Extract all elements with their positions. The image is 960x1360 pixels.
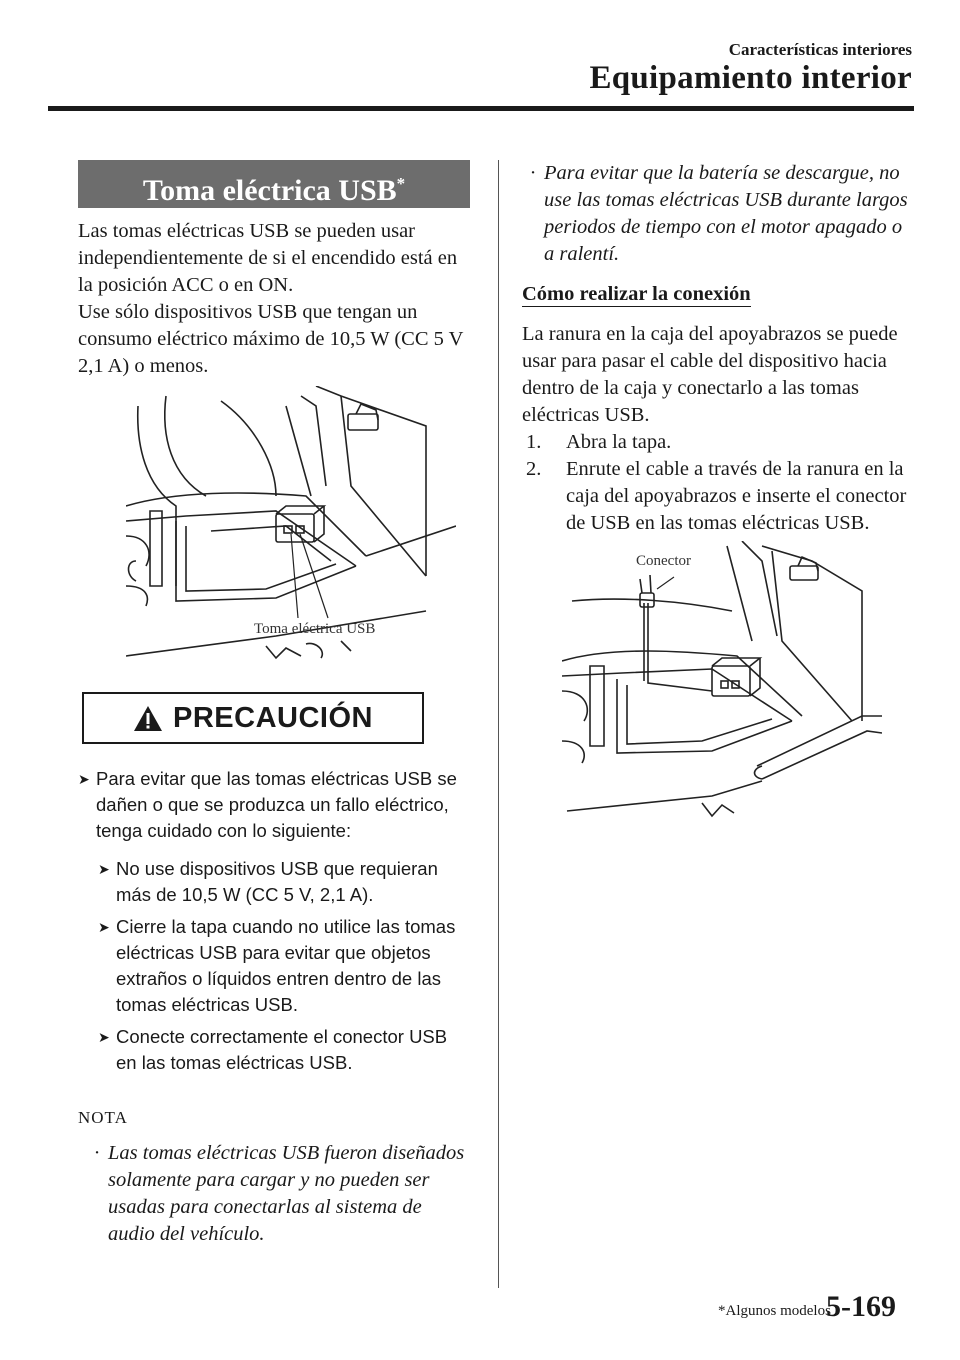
caution-item: ➤ Cierre la tapa cuando no utilice las tomas eléctricas USB para evitar que objetos extraños o líquidos entren dentro de las tomas eléctricas USB.	[98, 914, 470, 1018]
connection-paragraph: La ranura en la caja del apoyabrazos se puede usar para pasar el cable del dispositivo hacia dentro de la caja y conectarlo a las tomas eléctricas USB.	[522, 323, 898, 426]
bullet-icon: ·	[93, 1142, 101, 1164]
warning-triangle-icon	[133, 705, 163, 732]
section-title-bar	[78, 160, 470, 208]
connector-illustration	[562, 541, 882, 831]
arrow-marker-icon: ➤	[98, 1029, 110, 1045]
intro-paragraph-2: Use sólo dispositivos USB que tengan un consumo eléctrico máximo de 10,5 W (CC 5 V 2,1 A) o menos.	[78, 301, 464, 377]
figure-label-connector: Conector	[636, 553, 691, 569]
subheading: Cómo realizar la conexión	[522, 283, 751, 305]
caution-main-item: ➤ Para evitar que las tomas eléctricas USB se dañen o que se produzca un fallo eléctrico, tenga cuidado con lo siguiente:	[78, 766, 470, 844]
page-number: 5-169	[826, 1290, 896, 1323]
arrow-marker-icon: ➤	[98, 861, 110, 877]
section-title: Toma eléctrica USB	[142, 174, 397, 207]
footnote: *Algunos modelos	[718, 1303, 831, 1319]
step-item: 1. Abra la tapa.	[526, 431, 672, 453]
nota-item: · Las tomas eléctricas USB fueron diseñados solamente para cargar y no pueden ser usadas para conectarlas al sistema de audio del vehículo.	[86, 1140, 470, 1248]
left-column	[78, 160, 470, 1248]
caution-item: ➤ No use dispositivos USB que requieran más de 10,5 W (CC 5 V, 2,1 A).	[98, 856, 470, 908]
right-column	[522, 160, 914, 831]
caution-banner	[82, 692, 424, 744]
caution-title: PRECAUCIÓN	[173, 701, 373, 734]
note-item: · Para evitar que la batería se descargue, no use las tomas eléctricas USB durante largos periodos de tiempo con el motor apagado o a ralentí.	[522, 160, 914, 268]
column-divider	[498, 160, 499, 1288]
intro-paragraph: Las tomas eléctricas USB se pueden usar independientemente de si el encendido está en la posición ACC o en ON.	[78, 220, 458, 296]
arrow-marker-icon: ➤	[98, 919, 110, 935]
header-rule	[48, 106, 914, 111]
figure-label-usb: Toma eléctrica USB	[254, 621, 376, 637]
step-item: 2. Enrute el cable a través de la ranura en la caja del apoyabrazos e inserte el conector de USB en las tomas eléctricas USB.	[526, 458, 907, 534]
header-title: Equipamiento interior	[589, 60, 912, 96]
header-section: Características interiores	[728, 40, 912, 59]
arrow-marker-icon: ➤	[78, 771, 90, 787]
nota-label: NOTA	[78, 1108, 128, 1127]
bullet-icon: ·	[529, 162, 537, 184]
caution-item: ➤ Conecte correctamente el conector USB en las tomas eléctricas USB.	[98, 1024, 470, 1076]
asterisk: *	[396, 174, 406, 193]
usb-console-illustration	[126, 386, 456, 676]
